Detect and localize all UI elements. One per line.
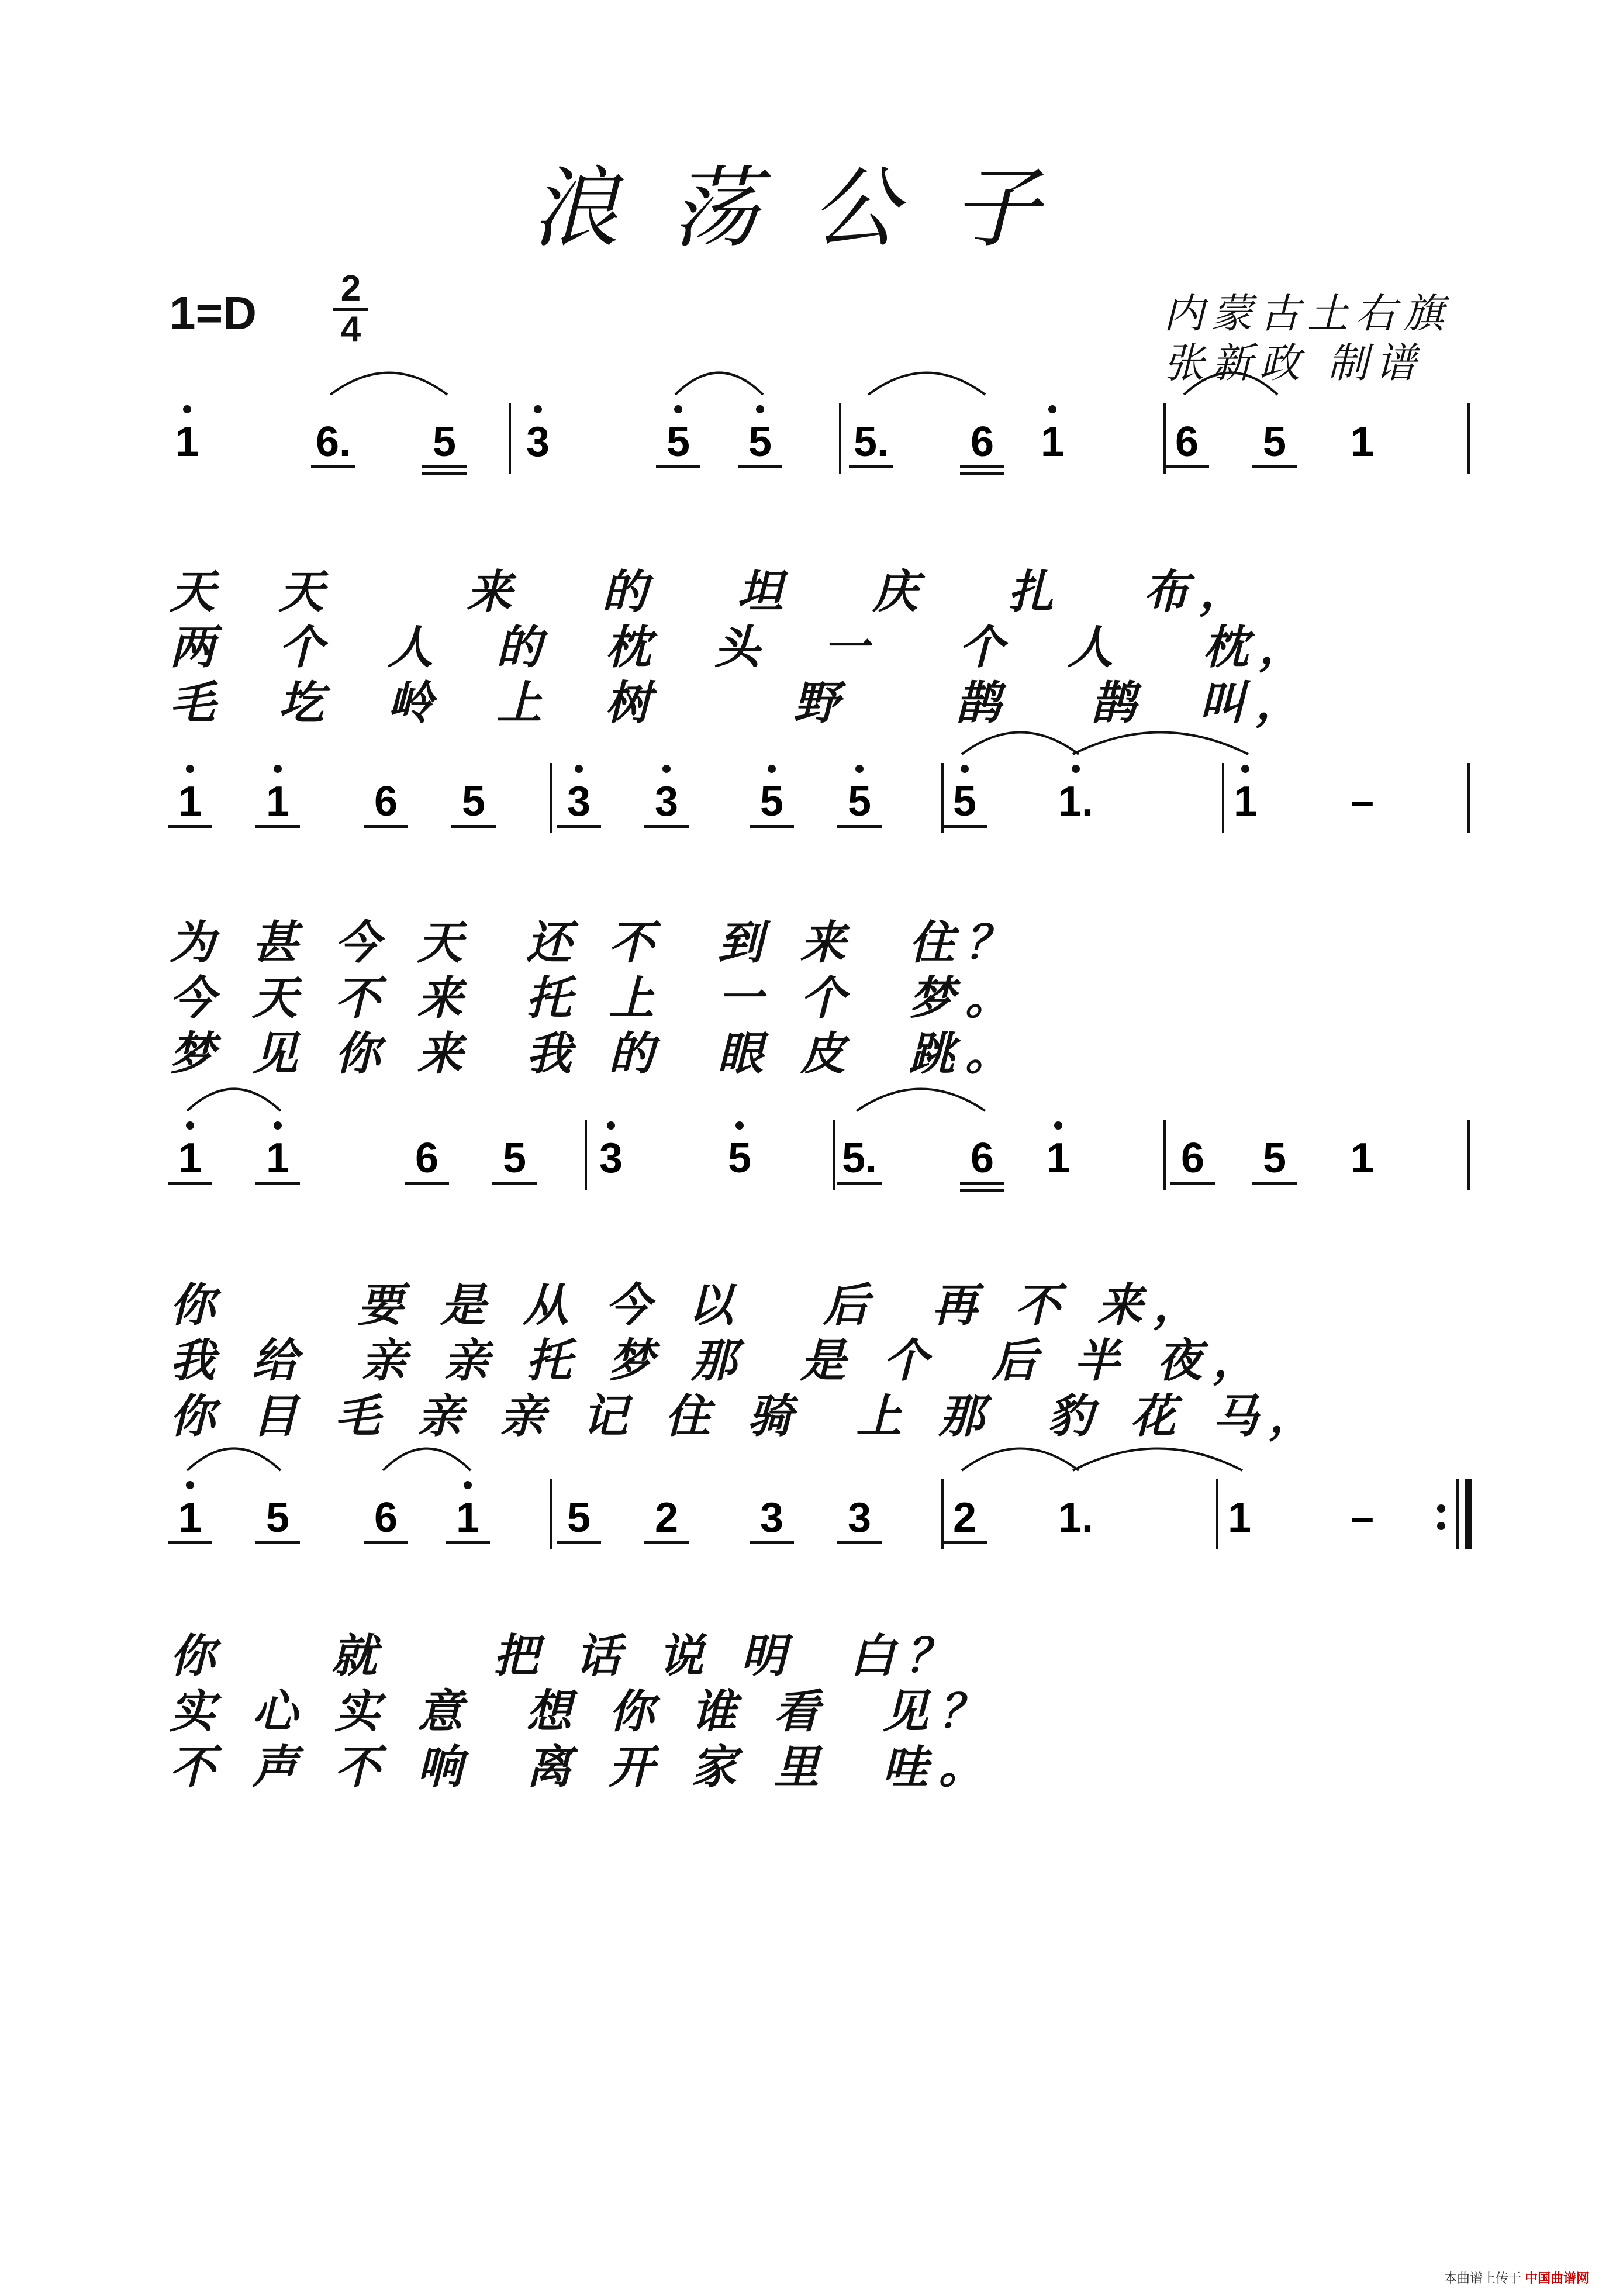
underline-beam <box>942 825 987 828</box>
repeat-dot <box>1437 1504 1445 1513</box>
lyric-line: 毛 圪 岭 上 树 野 鹊 鹊 叫， <box>170 676 1312 730</box>
underline-beam <box>1165 465 1209 468</box>
high-octave-dot <box>1072 765 1080 773</box>
slur <box>187 1449 281 1471</box>
note: 1 <box>175 419 199 465</box>
note: 3 <box>567 778 591 825</box>
underline-beam <box>446 1541 490 1544</box>
time-signature <box>333 270 368 348</box>
slur <box>330 373 447 395</box>
note: 5 <box>748 419 772 465</box>
note: 5 <box>502 1135 527 1182</box>
lyric-line: 你 要 是 从 今 以 后 再 不 来， <box>170 1279 1210 1332</box>
high-octave-dot <box>186 1121 194 1130</box>
barline <box>1216 1479 1218 1549</box>
note: 1 <box>1227 1494 1252 1541</box>
note: 3 <box>847 1494 872 1541</box>
note: 6 <box>1180 1135 1205 1182</box>
song-title: 浪荡公子 <box>530 158 1092 260</box>
barline <box>839 403 841 474</box>
high-octave-dot <box>674 405 682 413</box>
underline-beam <box>960 1182 1004 1185</box>
underline-beam <box>849 465 893 468</box>
lyric-line: 为 甚 今 天 还 不 到 来 住？ <box>170 916 1021 969</box>
underline-beam <box>557 825 601 828</box>
note: 1 <box>1350 419 1375 465</box>
underline-beam-2 <box>960 1189 1004 1192</box>
barline <box>1163 403 1166 474</box>
underline-beam <box>1252 1182 1297 1185</box>
note: 1 <box>455 1494 480 1541</box>
underline-beam <box>750 825 794 828</box>
lyric-line: 今 天 不 来 托 上 一 个 梦。 <box>170 972 1021 1025</box>
underline-beam-2 <box>960 472 1004 475</box>
high-octave-dot <box>575 765 583 773</box>
barline <box>1163 1120 1166 1190</box>
slur <box>962 733 1079 755</box>
underline-beam <box>738 465 782 468</box>
slur <box>1073 733 1248 755</box>
note: 1 <box>1350 1135 1375 1182</box>
watermark-site: 中国曲谱网 <box>1525 2271 1590 2285</box>
underline-beam <box>405 1182 449 1185</box>
lyric-line: 你 目 毛 亲 亲 记 住 骑 上 那 豹 花 马， <box>170 1390 1325 1443</box>
time-signature-bottom: 4 <box>340 309 361 350</box>
lyric-line: 两 个 人 的 枕 头 一 个 人 枕， <box>170 621 1315 674</box>
credit-arranger: 张新政 制谱 <box>1163 339 1424 387</box>
note: 5 <box>759 778 784 825</box>
slur <box>857 1089 985 1111</box>
note: 6 <box>1175 419 1199 465</box>
high-octave-dot <box>855 765 864 773</box>
high-octave-dot <box>756 405 764 413</box>
lyric-line: 天 天 来 的 坦 庆 扎 布， <box>170 565 1256 619</box>
note: 6 <box>970 1135 994 1182</box>
underline-beam <box>1252 465 1297 468</box>
note: 1 <box>178 1494 202 1541</box>
slur <box>675 373 763 395</box>
underline-beam <box>364 1541 408 1544</box>
lyric-line: 你 就 把 话 说 明 白？ <box>170 1629 962 1683</box>
note: 1 <box>265 778 290 825</box>
barline <box>1222 763 1224 833</box>
lyric-line: 实 心 实 意 想 你 谁 看 见？ <box>170 1685 995 1738</box>
underline-beam <box>656 465 700 468</box>
barline <box>941 763 944 833</box>
lyric-line: 我 给 亲 亲 托 梦 那 是 个 后 半 夜， <box>170 1334 1269 1387</box>
time-signature-top: 2 <box>340 268 361 309</box>
high-octave-dot <box>1048 405 1056 413</box>
note: 2 <box>952 1494 977 1541</box>
note: 6. <box>315 419 351 465</box>
note: 1 <box>1233 778 1258 825</box>
underline-beam <box>168 1541 212 1544</box>
note: 5 <box>1262 419 1287 465</box>
high-octave-dot <box>662 765 671 773</box>
note: 3 <box>599 1135 623 1182</box>
barline <box>941 1479 944 1549</box>
note: 1 <box>1040 419 1065 465</box>
note: 3 <box>526 419 550 465</box>
underline-beam <box>837 1182 882 1185</box>
note: 5 <box>727 1135 752 1182</box>
slur <box>962 1449 1079 1471</box>
underline-beam <box>311 465 355 468</box>
lyric-line: 梦 见 你 来 我 的 眼 皮 跳。 <box>170 1027 1021 1080</box>
note: 6 <box>374 778 398 825</box>
underline-beam <box>960 465 1004 468</box>
high-octave-dot <box>534 405 542 413</box>
high-octave-dot <box>183 405 191 413</box>
underline-beam <box>168 825 212 828</box>
note: 5 <box>1262 1135 1287 1182</box>
underline-beam <box>168 1182 212 1185</box>
high-octave-dot <box>274 1121 282 1130</box>
underline-beam-2 <box>422 472 467 475</box>
note: 5 <box>952 778 977 825</box>
high-octave-dot <box>768 765 776 773</box>
barline <box>1467 403 1470 474</box>
credit-region: 内蒙古土右旗 <box>1163 289 1451 337</box>
key-signature: 1=D <box>170 287 257 339</box>
note: 5 <box>432 419 457 465</box>
note: 6 <box>374 1494 398 1541</box>
note: 1. <box>1058 778 1094 825</box>
underline-beam <box>451 825 496 828</box>
high-octave-dot <box>961 765 969 773</box>
barline <box>1467 1120 1470 1190</box>
repeat-dot <box>1437 1522 1445 1530</box>
underline-beam <box>837 1541 882 1544</box>
slur <box>868 373 985 395</box>
high-octave-dot <box>464 1481 472 1489</box>
high-octave-dot <box>1054 1121 1062 1130</box>
high-octave-dot <box>186 1481 194 1489</box>
high-octave-dot <box>735 1121 744 1130</box>
note: 5 <box>265 1494 290 1541</box>
underline-beam <box>1170 1182 1215 1185</box>
note: 6 <box>415 1135 439 1182</box>
note: 5. <box>841 1135 878 1182</box>
barline <box>1467 763 1470 833</box>
note: 1 <box>178 778 202 825</box>
high-octave-dot <box>607 1121 615 1130</box>
note: 3 <box>759 1494 784 1541</box>
underline-beam <box>422 465 467 468</box>
barline <box>1456 1479 1459 1549</box>
note: 1 <box>1046 1135 1071 1182</box>
lyric-line: 不 声 不 响 离 开 家 里 哇。 <box>170 1741 995 1794</box>
underline-beam <box>750 1541 794 1544</box>
note: 1 <box>178 1135 202 1182</box>
underline-beam <box>255 825 300 828</box>
underline-beam <box>837 825 882 828</box>
high-octave-dot <box>186 765 194 773</box>
note: 1. <box>1058 1494 1094 1541</box>
slur <box>1073 1449 1242 1471</box>
barline <box>833 1120 835 1190</box>
watermark-prefix: 本曲谱上传于 <box>1444 2271 1522 2285</box>
note: 5 <box>461 778 486 825</box>
note: 5 <box>666 419 690 465</box>
note: 1 <box>265 1135 290 1182</box>
note: 5 <box>567 1494 591 1541</box>
note: 6 <box>970 419 994 465</box>
underline-beam <box>492 1182 537 1185</box>
high-octave-dot <box>1241 765 1249 773</box>
barline <box>585 1120 587 1190</box>
note: 3 <box>654 778 679 825</box>
underline-beam <box>644 1541 689 1544</box>
barline <box>550 763 552 833</box>
underline-beam <box>255 1182 300 1185</box>
note: 2 <box>654 1494 679 1541</box>
slur <box>383 1449 471 1471</box>
underline-beam <box>255 1541 300 1544</box>
barline <box>550 1479 552 1549</box>
underline-beam <box>364 825 408 828</box>
barline <box>509 403 511 474</box>
note: – <box>1350 1494 1375 1541</box>
note: – <box>1350 778 1375 825</box>
underline-beam <box>557 1541 601 1544</box>
note: 5. <box>853 419 889 465</box>
final-barline <box>1465 1479 1472 1549</box>
note: 5 <box>847 778 872 825</box>
underline-beam <box>942 1541 987 1544</box>
underline-beam <box>644 825 689 828</box>
watermark <box>1444 2269 1589 2287</box>
high-octave-dot <box>274 765 282 773</box>
slur <box>187 1089 281 1111</box>
